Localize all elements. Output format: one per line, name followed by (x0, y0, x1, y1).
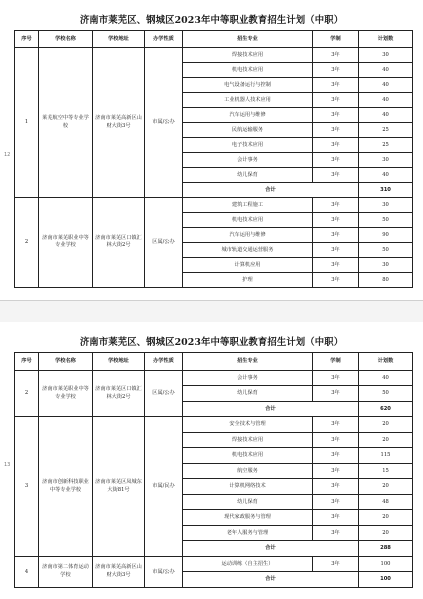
plan-cell: 40 (359, 108, 413, 123)
school-name-cell: 济南市莱芜职业中等专业学校 (39, 370, 93, 417)
school-name-cell: 济南市第二体育运动学校 (39, 556, 93, 587)
school-name-cell: 济南市创新科技职业中等专业学校 (39, 417, 93, 557)
seq-cell: 1 (15, 48, 39, 198)
plan-cell: 25 (359, 123, 413, 138)
major-cell: 机电技术应用 (183, 448, 313, 464)
plan-cell: 30 (359, 153, 413, 168)
major-cell: 计算机应用 (183, 257, 313, 272)
years-cell: 3年 (313, 525, 359, 541)
major-cell: 现代家政服务与管理 (183, 510, 313, 526)
page-number-mark: 13 (4, 462, 11, 468)
plan-cell: 50 (359, 242, 413, 257)
major-cell: 幼儿保育 (183, 168, 313, 183)
school-nature-cell: 区属/公办 (145, 370, 183, 417)
years-cell: 3年 (313, 93, 359, 108)
school-address-cell: 济南市莱芜高新区山财大街3号 (93, 48, 145, 198)
plan-cell: 48 (359, 494, 413, 510)
plan-cell: 20 (359, 510, 413, 526)
years-cell: 3年 (313, 138, 359, 153)
header-plan: 计划数 (359, 353, 413, 371)
plan-cell: 40 (359, 63, 413, 78)
header-major: 招生专业 (183, 353, 313, 371)
years-cell: 3年 (313, 108, 359, 123)
table-row (15, 370, 413, 386)
total-label-cell: 合计 (183, 572, 359, 588)
plan-cell: 40 (359, 78, 413, 93)
plan-cell: 15 (359, 463, 413, 479)
years-cell: 3年 (313, 78, 359, 93)
major-cell: 电子技术应用 (183, 138, 313, 153)
header-school: 学校名称 (39, 31, 93, 48)
years-cell: 3年 (313, 242, 359, 257)
years-cell: 3年 (313, 123, 359, 138)
years-cell: 3年 (313, 48, 359, 63)
years-cell: 3年 (313, 432, 359, 448)
years-cell: 3年 (313, 556, 359, 572)
page-gap (0, 300, 423, 324)
major-cell: 幼儿保育 (183, 494, 313, 510)
seq-cell: 2 (15, 197, 39, 287)
major-cell: 焊接技术应用 (183, 432, 313, 448)
seq-cell: 2 (15, 370, 39, 417)
plan-cell: 20 (359, 432, 413, 448)
enrollment-plan-table (14, 30, 413, 288)
years-cell: 3年 (313, 417, 359, 433)
seq-cell: 3 (15, 417, 39, 557)
table-row (15, 556, 413, 572)
school-nature-cell: 市属/公办 (145, 48, 183, 198)
total-label-cell: 合计 (183, 182, 359, 197)
major-cell: 建筑工程施工 (183, 197, 313, 212)
major-cell: 计算机网络技术 (183, 479, 313, 495)
major-cell: 护理 (183, 272, 313, 287)
years-cell: 3年 (313, 494, 359, 510)
plan-cell: 30 (359, 197, 413, 212)
major-cell: 机电技术应用 (183, 212, 313, 227)
years-cell: 3年 (313, 370, 359, 386)
years-cell: 3年 (313, 510, 359, 526)
plan-cell: 20 (359, 525, 413, 541)
header-plan: 计划数 (359, 31, 413, 48)
years-cell: 3年 (313, 63, 359, 78)
years-cell: 3年 (313, 257, 359, 272)
total-value-cell: 620 (359, 401, 413, 417)
major-cell: 会计事务 (183, 153, 313, 168)
document-page-2 (0, 322, 423, 599)
header-years: 学制 (313, 353, 359, 371)
header-seq: 序号 (15, 353, 39, 371)
major-cell: 电气设备运行与控制 (183, 78, 313, 93)
years-cell: 3年 (313, 448, 359, 464)
plan-cell: 20 (359, 479, 413, 495)
table-row (15, 48, 413, 63)
header-address: 学校地址 (93, 31, 145, 48)
school-address-cell: 济南市莱芜高新区山财大街3号 (93, 556, 145, 587)
seq-cell: 4 (15, 556, 39, 587)
plan-cell: 25 (359, 138, 413, 153)
page-title: 济南市莱芜区、钢城区2023年中等职业教育招生计划（中职） (79, 337, 344, 348)
major-cell: 焊接技术应用 (183, 48, 313, 63)
major-cell: 民航运输服务 (183, 123, 313, 138)
table-row (15, 417, 413, 433)
plan-cell: 80 (359, 272, 413, 287)
header-nature: 办学性质 (145, 31, 183, 48)
header-nature: 办学性质 (145, 353, 183, 371)
plan-cell: 100 (359, 556, 413, 572)
school-address-cell: 济南市莱芜区凤城东大街81号 (93, 417, 145, 557)
page-title: 济南市莱芜区、钢城区2023年中等职业教育招生计划（中职） (79, 15, 344, 26)
school-nature-cell: 市属/公办 (145, 556, 183, 587)
major-cell: 航空服务 (183, 463, 313, 479)
major-cell: 会计事务 (183, 370, 313, 386)
plan-cell: 20 (359, 417, 413, 433)
major-cell: 老年人服务与管理 (183, 525, 313, 541)
major-cell: 机电技术应用 (183, 63, 313, 78)
plan-cell: 40 (359, 370, 413, 386)
total-value-cell: 310 (359, 182, 413, 197)
major-cell: 运动训练（自主招生） (183, 556, 313, 572)
years-cell: 3年 (313, 386, 359, 402)
table-row (15, 197, 413, 212)
school-name-cell: 莱芜航空中等专业学校 (39, 48, 93, 198)
total-label-cell: 合计 (183, 541, 359, 557)
major-cell: 工业机器人技术应用 (183, 93, 313, 108)
major-cell: 汽车运用与维修 (183, 227, 313, 242)
years-cell: 3年 (313, 227, 359, 242)
school-address-cell: 济南市莱芜区口镇汇林大街2号 (93, 370, 145, 417)
major-cell: 城市轨道交通运营服务 (183, 242, 313, 257)
enrollment-plan-table (14, 352, 413, 588)
major-cell: 幼儿保育 (183, 386, 313, 402)
school-nature-cell: 区属/公办 (145, 197, 183, 287)
page-number-mark: 12 (4, 152, 11, 158)
total-value-cell: 100 (359, 572, 413, 588)
years-cell: 3年 (313, 463, 359, 479)
total-label-cell: 合计 (183, 401, 359, 417)
plan-cell: 30 (359, 48, 413, 63)
plan-cell: 50 (359, 212, 413, 227)
years-cell: 3年 (313, 272, 359, 287)
major-cell: 安全技术与管理 (183, 417, 313, 433)
plan-cell: 50 (359, 386, 413, 402)
years-cell: 3年 (313, 212, 359, 227)
plan-cell: 40 (359, 93, 413, 108)
plan-cell: 90 (359, 227, 413, 242)
years-cell: 3年 (313, 168, 359, 183)
header-major: 招生专业 (183, 31, 313, 48)
years-cell: 3年 (313, 479, 359, 495)
total-value-cell: 288 (359, 541, 413, 557)
years-cell: 3年 (313, 197, 359, 212)
school-nature-cell: 市属/民办 (145, 417, 183, 557)
school-address-cell: 济南市莱芜区口镇汇林大街2号 (93, 197, 145, 287)
plan-cell: 30 (359, 257, 413, 272)
plan-cell: 115 (359, 448, 413, 464)
header-school: 学校名称 (39, 353, 93, 371)
plan-cell: 40 (359, 168, 413, 183)
header-seq: 序号 (15, 31, 39, 48)
years-cell: 3年 (313, 153, 359, 168)
header-years: 学制 (313, 31, 359, 48)
header-address: 学校地址 (93, 353, 145, 371)
major-cell: 汽车运用与维修 (183, 108, 313, 123)
school-name-cell: 济南市莱芜职业中等专业学校 (39, 197, 93, 287)
